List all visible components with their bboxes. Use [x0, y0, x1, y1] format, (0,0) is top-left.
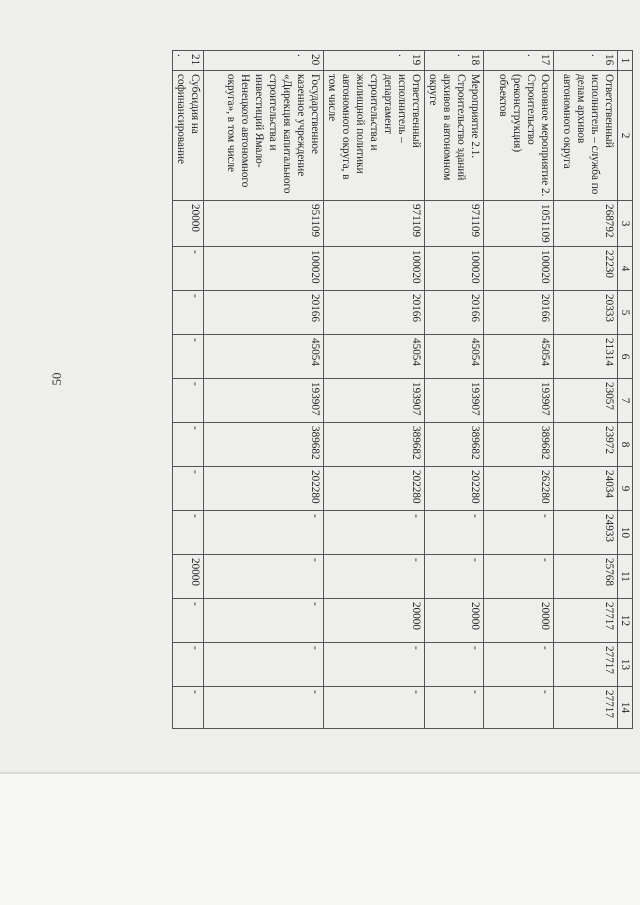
value-cell: -: [173, 291, 204, 335]
value-cell: -: [173, 599, 204, 643]
value-cell: 193907: [425, 379, 484, 423]
row-index: 17.: [484, 51, 554, 71]
column-header: 12: [618, 599, 633, 643]
value-cell: 23972: [554, 423, 618, 467]
table-row: [425, 51, 484, 729]
value-cell: -: [204, 555, 324, 599]
value-cell: -: [204, 511, 324, 555]
column-header: 7: [618, 379, 633, 423]
value-cell: 268792: [554, 201, 618, 247]
value-cell: 193907: [484, 379, 554, 423]
value-cell: 100020: [204, 247, 324, 291]
row-index: 19.: [324, 51, 425, 71]
value-cell: 45054: [204, 335, 324, 379]
column-header: 13: [618, 643, 633, 687]
value-cell: 1051109: [484, 201, 554, 247]
value-cell: 25768: [554, 555, 618, 599]
table-row: [484, 51, 554, 729]
value-cell: -: [173, 467, 204, 511]
value-cell: -: [324, 643, 425, 687]
value-cell: 971109: [425, 201, 484, 247]
column-header: 2: [618, 71, 633, 201]
value-cell: -: [484, 643, 554, 687]
table-body: [173, 51, 618, 729]
value-cell: 24933: [554, 511, 618, 555]
page-edge: [0, 772, 640, 774]
value-cell: -: [484, 511, 554, 555]
value-cell: 202280: [324, 467, 425, 511]
value-cell: 971109: [324, 201, 425, 247]
value-cell: -: [324, 511, 425, 555]
row-index: 16.: [554, 51, 618, 71]
header-row: [618, 51, 633, 729]
value-cell: -: [173, 247, 204, 291]
page-number: 50: [49, 372, 64, 386]
column-header: 3: [618, 201, 633, 247]
row-name: Государственное казенное учреждение «Дирекция капитального строительства и инвестиций Ямало-Ненецкого автономного округа», в том числе: [204, 71, 324, 201]
column-header: 10: [618, 511, 633, 555]
value-cell: -: [425, 555, 484, 599]
value-cell: 23057: [554, 379, 618, 423]
budget-table: [172, 50, 633, 729]
column-header: 5: [618, 291, 633, 335]
row-name: Основное мероприятие 2. Строительство (реконструкция) объектов: [484, 71, 554, 201]
column-header: 11: [618, 555, 633, 599]
value-cell: 24034: [554, 467, 618, 511]
value-cell: 20000: [484, 599, 554, 643]
value-cell: -: [173, 335, 204, 379]
value-cell: -: [425, 643, 484, 687]
value-cell: 193907: [324, 379, 425, 423]
row-index: 18.: [425, 51, 484, 71]
value-cell: -: [204, 643, 324, 687]
value-cell: 21314: [554, 335, 618, 379]
value-cell: 20333: [554, 291, 618, 335]
row-name: Ответственный исполнитель – департамент строительства и жилищной политики автономного округа, в том числе: [324, 71, 425, 201]
value-cell: 20000: [425, 599, 484, 643]
value-cell: 45054: [425, 335, 484, 379]
value-cell: 100020: [484, 247, 554, 291]
value-cell: 20000: [173, 201, 204, 247]
row-name: Субсидия на софинансирование: [173, 71, 204, 201]
value-cell: 100020: [425, 247, 484, 291]
value-cell: -: [425, 687, 484, 729]
value-cell: -: [425, 511, 484, 555]
column-header: 1: [618, 51, 633, 71]
value-cell: 951109: [204, 201, 324, 247]
value-cell: 27717: [554, 687, 618, 729]
value-cell: -: [173, 643, 204, 687]
value-cell: 389682: [484, 423, 554, 467]
value-cell: -: [204, 599, 324, 643]
row-index: 21.: [173, 51, 204, 71]
value-cell: 45054: [324, 335, 425, 379]
value-cell: -: [173, 511, 204, 555]
value-cell: -: [324, 555, 425, 599]
value-cell: -: [324, 687, 425, 729]
value-cell: 20000: [173, 555, 204, 599]
value-cell: -: [173, 379, 204, 423]
row-name: Ответственный исполнитель – служба по делам архивов автономного округа: [554, 71, 618, 201]
value-cell: -: [173, 423, 204, 467]
value-cell: 389682: [425, 423, 484, 467]
column-header: 8: [618, 423, 633, 467]
value-cell: 20166: [324, 291, 425, 335]
value-cell: 45054: [484, 335, 554, 379]
value-cell: 20166: [484, 291, 554, 335]
value-cell: 20166: [204, 291, 324, 335]
value-cell: 100020: [324, 247, 425, 291]
column-header: 6: [618, 335, 633, 379]
value-cell: 262280: [484, 467, 554, 511]
row-name: Мероприятие 2.1. Строительство зданий архивов в автономном округе: [425, 71, 484, 201]
value-cell: 22230: [554, 247, 618, 291]
column-header: 14: [618, 687, 633, 729]
table-row: [173, 51, 204, 729]
rotated-table-wrapper: [93, 50, 633, 718]
value-cell: 202280: [425, 467, 484, 511]
table-row: [324, 51, 425, 729]
table-row: [204, 51, 324, 729]
column-header: 9: [618, 467, 633, 511]
value-cell: -: [173, 687, 204, 729]
column-header: 4: [618, 247, 633, 291]
value-cell: -: [204, 687, 324, 729]
value-cell: 193907: [204, 379, 324, 423]
value-cell: 27717: [554, 643, 618, 687]
value-cell: 389682: [204, 423, 324, 467]
value-cell: 389682: [324, 423, 425, 467]
value-cell: 27717: [554, 599, 618, 643]
value-cell: -: [484, 687, 554, 729]
value-cell: 202280: [204, 467, 324, 511]
value-cell: 20000: [324, 599, 425, 643]
value-cell: -: [484, 555, 554, 599]
row-index: 20.: [204, 51, 324, 71]
table-row: [554, 51, 618, 729]
value-cell: 20166: [425, 291, 484, 335]
